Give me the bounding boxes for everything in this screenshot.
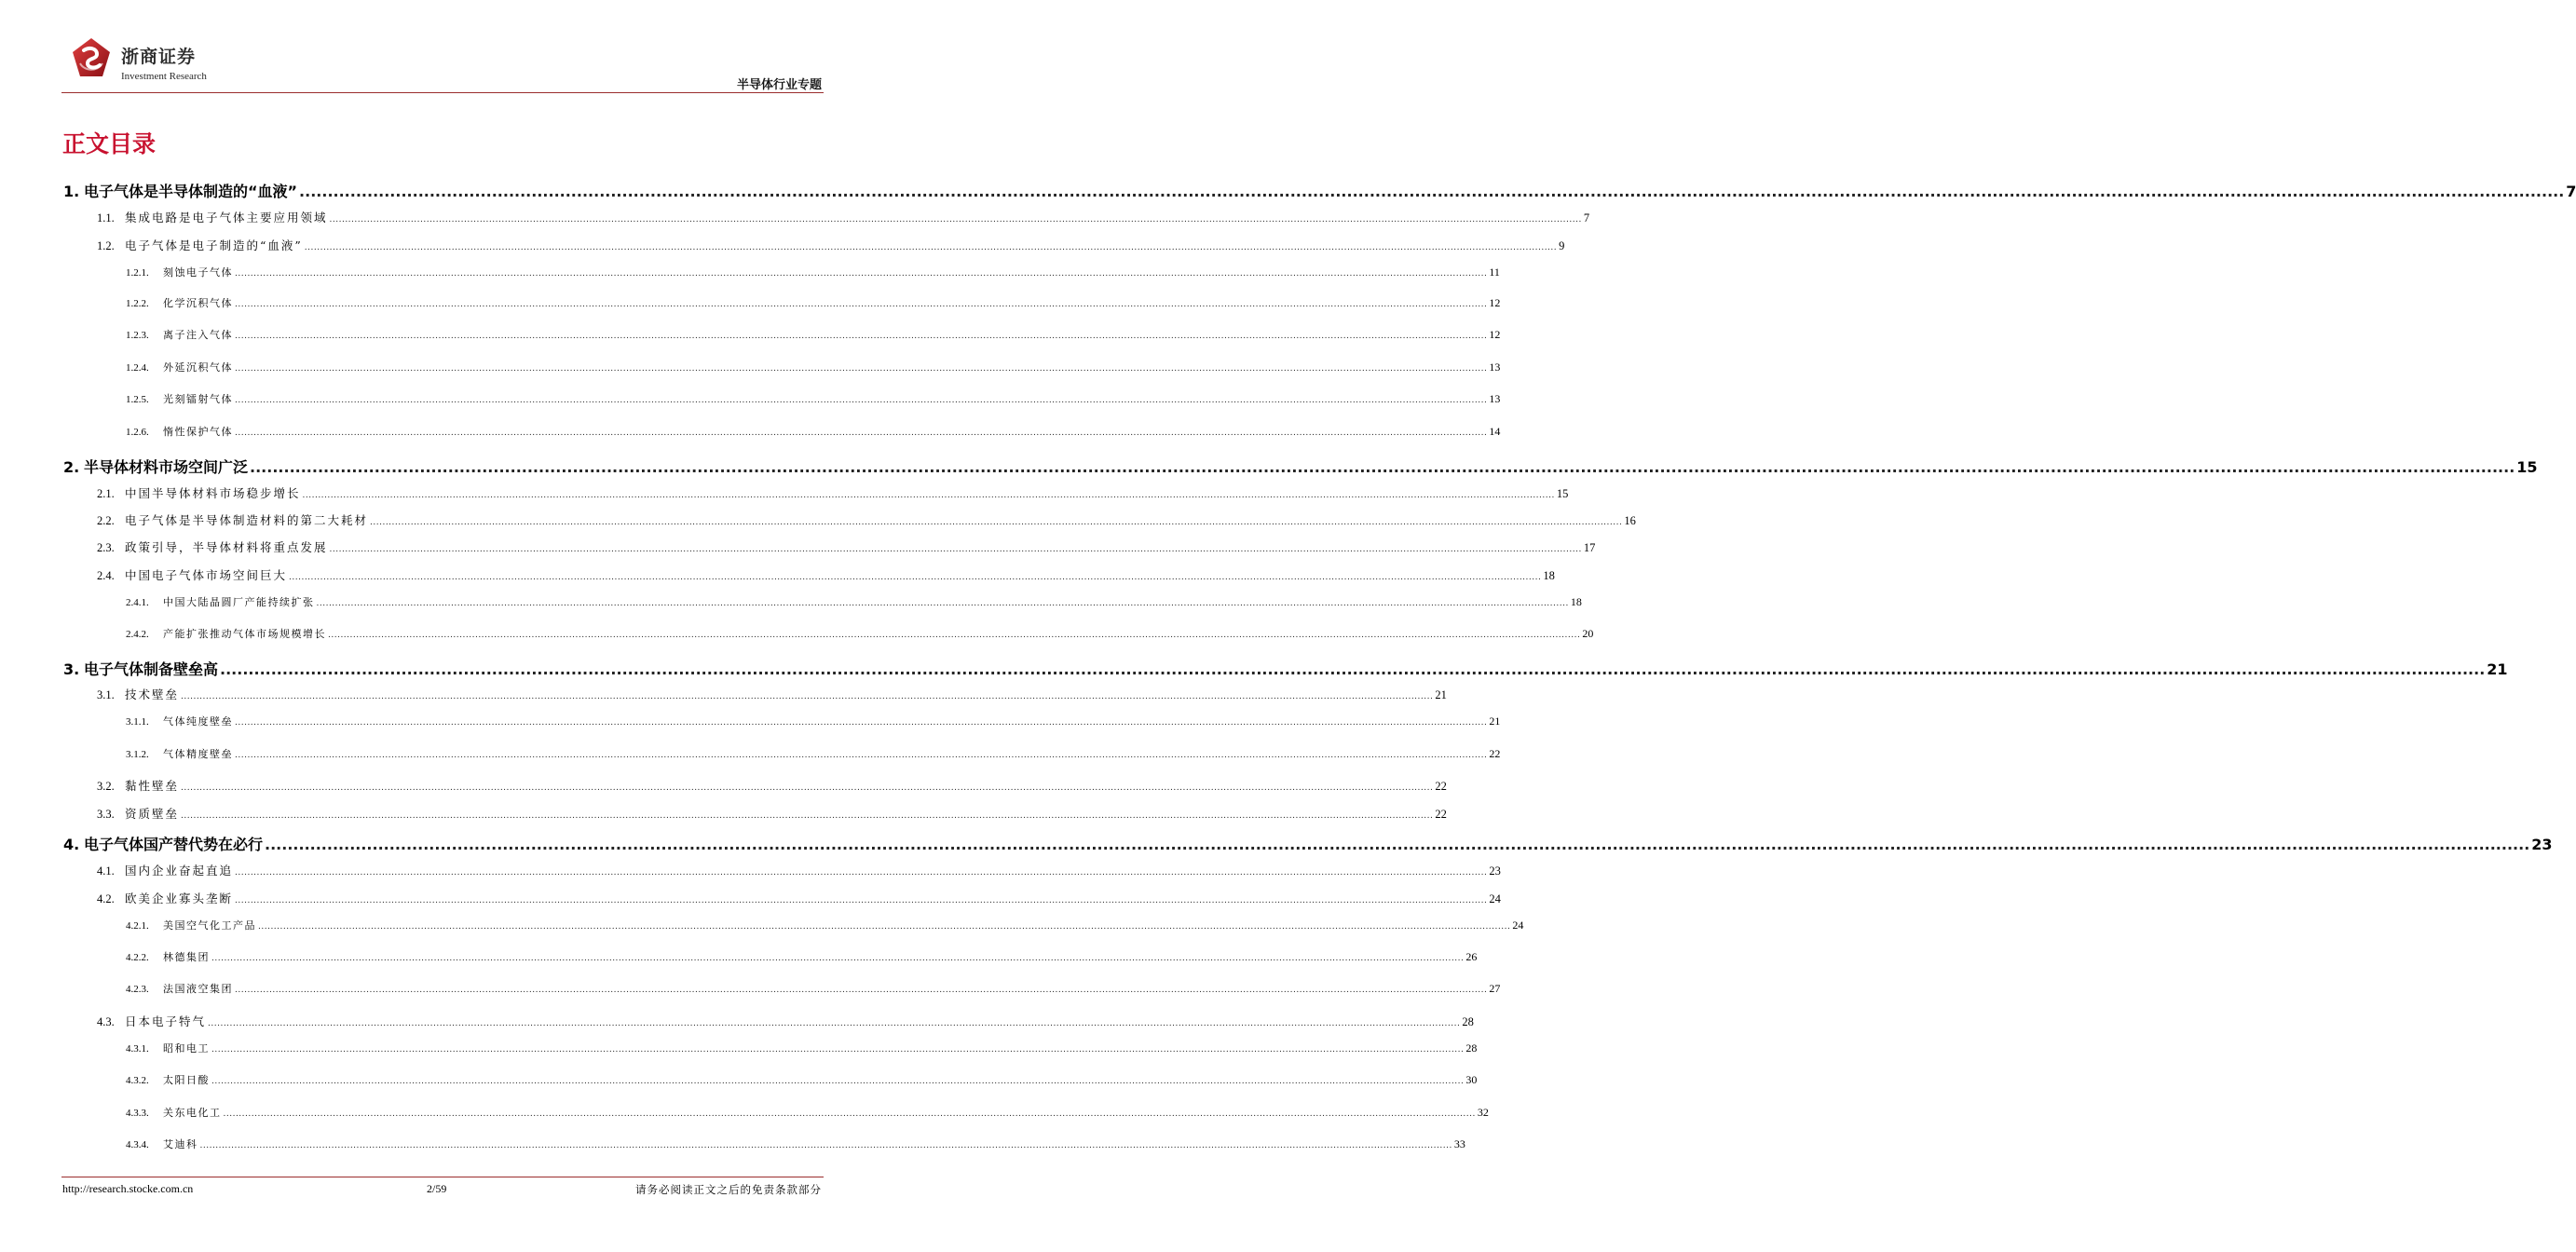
- toc-dot-leader: ................................................................................................................................................................................................................................................................................................................................................................................................................: [220, 660, 2486, 678]
- toc-dot-leader: ................................................................................................................................................................................................................................................................................................................................................................................................................: [235, 300, 1488, 309]
- toc-entry-number: 1.2.1.: [126, 267, 149, 279]
- toc-entry-title: 电子气体是电子制造的“血液”: [125, 238, 303, 252]
- toc-entry-title: 半导体材料市场空间广泛: [84, 458, 249, 476]
- toc-entry-level2[interactable]: [97, 566, 1555, 583]
- toc-entry-level2[interactable]: [97, 1013, 1474, 1029]
- toc-dot-leader: ................................................................................................................................................................................................................................................................................................................................................................................................................: [235, 396, 1488, 405]
- toc-dot-leader: ................................................................................................................................................................................................................................................................................................................................................................................................................: [181, 692, 1434, 701]
- logo-mark-icon: [69, 35, 114, 80]
- toc-dot-leader: ................................................................................................................................................................................................................................................................................................................................................................................................................: [235, 269, 1488, 279]
- toc-entry-title: 法国液空集团: [163, 983, 233, 995]
- toc-entry-page: 11: [1489, 265, 1500, 279]
- toc-entry-page: 18: [1570, 595, 1582, 608]
- toc-entry-level3[interactable]: [126, 594, 1582, 609]
- toc-entry-title: 美国空气化工产品: [163, 919, 256, 932]
- toc-entry-level2[interactable]: [97, 538, 1596, 555]
- toc-entry-title: 昭和电工: [163, 1042, 210, 1055]
- toc-entry-number: 4.3.4.: [126, 1139, 149, 1150]
- toc-dot-leader: ................................................................................................................................................................................................................................................................................................................................................................................................................: [289, 573, 1542, 582]
- toc-entry-number: 1.2.3.: [126, 330, 149, 341]
- toc-dot-leader: ................................................................................................................................................................................................................................................................................................................................................................................................................: [235, 896, 1488, 905]
- toc-entry-title: 离子注入气体: [163, 329, 233, 341]
- page-number: 2/59: [427, 1182, 447, 1195]
- toc-entry-number: 4.3.: [97, 1015, 115, 1028]
- logo-company-name: 浙商证券: [121, 47, 197, 67]
- toc-entry-title: 中国大陆晶圆厂产能持续扩张: [163, 596, 315, 608]
- toc-entry-number: 1.2.5.: [126, 394, 149, 405]
- toc-entry-number: 3.3.: [97, 808, 115, 821]
- toc-entry-number: 2.: [63, 458, 80, 476]
- toc-entry-page: 30: [1465, 1073, 1478, 1086]
- toc-entry-title: 电子气体是半导体制造的“血液”: [84, 183, 298, 200]
- toc-entry-number: 1.2.: [97, 239, 115, 252]
- toc-entry-page: 18: [1543, 569, 1555, 582]
- toc-entry-title: 欧美企业寡头垄断: [125, 891, 234, 905]
- toc-entry-number: 4.: [63, 836, 80, 853]
- toc-entry-level3[interactable]: [126, 981, 1501, 996]
- toc-dot-leader: ................................................................................................................................................................................................................................................................................................................................................................................................................: [235, 751, 1488, 760]
- toc-dot-leader: ................................................................................................................................................................................................................................................................................................................................................................................................................: [235, 332, 1488, 341]
- toc-entry-title: 黏性壁垒: [125, 779, 180, 793]
- toc-entry-number: 3.1.2.: [126, 749, 149, 760]
- toc-entry-level3[interactable]: [126, 918, 1524, 932]
- toc-entry-title: 政策引导，半导体材料将重点发展: [125, 540, 328, 554]
- toc-entry-number: 4.2.2.: [126, 952, 149, 963]
- toc-entry-title: 太阳日酸: [163, 1074, 210, 1086]
- toc-entry-page: 13: [1489, 361, 1501, 374]
- toc-entry-number: 2.4.2.: [126, 629, 149, 640]
- toc-entry-level3[interactable]: [126, 295, 1501, 310]
- toc-entry-page: 12: [1489, 328, 1501, 341]
- toc-entry-level2[interactable]: [97, 686, 1447, 702]
- toc-entry-level3[interactable]: [126, 746, 1501, 761]
- toc-dot-leader: ................................................................................................................................................................................................................................................................................................................................................................................................................: [304, 243, 1558, 252]
- toc-dot-leader: ................................................................................................................................................................................................................................................................................................................................................................................................................: [235, 718, 1488, 728]
- toc-entry-page: 32: [1477, 1106, 1489, 1119]
- toc-entry-page: 20: [1582, 627, 1594, 640]
- toc-entry-number: 2.1.: [97, 487, 115, 500]
- toc-entry-level2[interactable]: [97, 862, 1501, 878]
- toc-entry-level1[interactable]: [63, 658, 2508, 679]
- toc-entry-page: 7: [2566, 183, 2576, 200]
- toc-entry-title: 气体纯度壁垒: [163, 715, 233, 728]
- toc-entry-number: 3.2.: [97, 780, 115, 793]
- toc-entry-number: 1.2.2.: [126, 298, 149, 309]
- toc-dot-leader: ................................................................................................................................................................................................................................................................................................................................................................................................................: [199, 1141, 1452, 1150]
- toc-dot-leader: ................................................................................................................................................................................................................................................................................................................................................................................................................: [208, 1019, 1461, 1028]
- toc-entry-number: 2.4.: [97, 569, 115, 582]
- toc-entry-number: 1.: [63, 183, 80, 200]
- toc-entry-level3[interactable]: [126, 360, 1501, 374]
- footer-disclaimer: 请务必阅读正文之后的免责条款部分: [635, 1183, 822, 1196]
- toc-dot-leader: ................................................................................................................................................................................................................................................................................................................................................................................................................: [223, 1109, 1476, 1119]
- toc-entry-number: 1.1.: [97, 211, 115, 225]
- toc-entry-number: 4.2.: [97, 892, 115, 905]
- toc-entry-level3[interactable]: [126, 391, 1501, 406]
- toc-entry-number: 2.3.: [97, 541, 115, 554]
- toc-entry-level3[interactable]: [126, 424, 1501, 439]
- toc-entry-level2[interactable]: [97, 805, 1447, 822]
- toc-entry-title: 日本电子特气: [125, 1014, 207, 1028]
- toc-entry-title: 电子气体是半导体制造材料的第二大耗材: [125, 513, 369, 527]
- toc-entry-title: 产能扩张推动气体市场规模增长: [163, 628, 326, 640]
- footer-url[interactable]: http://research.stocke.com.cn: [62, 1182, 194, 1195]
- toc-entry-level1[interactable]: [63, 456, 2538, 477]
- toc-entry-level2[interactable]: [97, 511, 1636, 528]
- toc-entry-page: 21: [1435, 688, 1447, 701]
- toc-dot-leader: ................................................................................................................................................................................................................................................................................................................................................................................................................: [258, 922, 1511, 932]
- toc-entry-title: 国内企业奋起直追: [125, 864, 234, 878]
- report-type: 半导体行业专题: [736, 78, 822, 92]
- toc-entry-level2[interactable]: [97, 237, 1565, 253]
- toc-dot-leader: ................................................................................................................................................................................................................................................................................................................................................................................................................: [329, 215, 1582, 225]
- toc-entry-number: 1.2.6.: [126, 427, 149, 438]
- toc-dot-leader: ................................................................................................................................................................................................................................................................................................................................................................................................................: [181, 783, 1434, 793]
- toc-entry-page: 22: [1435, 780, 1447, 793]
- toc-entry-page: 22: [1435, 808, 1447, 821]
- toc-entry-number: 4.2.1.: [126, 920, 149, 932]
- toc-entry-page: 15: [2516, 458, 2538, 476]
- toc-entry-number: 3.: [63, 660, 80, 678]
- toc-dot-leader: ................................................................................................................................................................................................................................................................................................................................................................................................................: [211, 1045, 1465, 1055]
- toc-entry-page: 12: [1489, 296, 1501, 309]
- toc-entry-title: 技术壁垒: [125, 687, 180, 701]
- company-logo: [61, 35, 211, 91]
- toc-entry-page: 15: [1556, 487, 1569, 500]
- toc-entry-title: 集成电路是电子气体主要应用领域: [125, 211, 328, 225]
- toc-entry-title: 关东电化工: [163, 1107, 222, 1119]
- toc-entry-page: 14: [1489, 425, 1501, 438]
- toc-entry-number: 4.3.2.: [126, 1075, 149, 1086]
- toc-entry-number: 3.1.1.: [126, 716, 149, 728]
- toc-entry-number: 2.2.: [97, 514, 115, 527]
- toc-dot-leader: ................................................................................................................................................................................................................................................................................................................................................................................................................: [265, 836, 2530, 853]
- toc-entry-title: 林德集团: [163, 951, 210, 963]
- toc-entry-page: 7: [1583, 211, 1590, 225]
- toc-entry-number: 4.3.3.: [126, 1108, 149, 1119]
- toc-entry-level3[interactable]: [126, 626, 1594, 641]
- toc-entry-number: 4.1.: [97, 864, 115, 878]
- toc-entry-page: 21: [1489, 714, 1501, 728]
- toc-entry-title: 电子气体国产替代势在必行: [84, 836, 264, 853]
- toc-entry-page: 28: [1465, 1041, 1478, 1055]
- toc-dot-leader: ................................................................................................................................................................................................................................................................................................................................................................................................................: [235, 868, 1488, 878]
- toc-entry-level2[interactable]: [97, 777, 1447, 794]
- toc-entry-title: 光刻镭射气体: [163, 393, 233, 405]
- toc-entry-number: 2.4.1.: [126, 597, 149, 608]
- toc-entry-level2[interactable]: [97, 484, 1569, 501]
- toc-dot-leader: ................................................................................................................................................................................................................................................................................................................................................................................................................: [328, 631, 1581, 640]
- toc-entry-page: 23: [2531, 836, 2553, 853]
- toc-dot-leader: ................................................................................................................................................................................................................................................................................................................................................................................................................: [235, 364, 1488, 374]
- toc-entry-title: 气体精度壁垒: [163, 748, 233, 760]
- toc-title: 正文目录: [62, 130, 157, 157]
- toc-entry-page: 27: [1489, 982, 1501, 995]
- toc-dot-leader: ................................................................................................................................................................................................................................................................................................................................................................................................................: [299, 183, 2565, 200]
- toc-entry-level2[interactable]: [97, 890, 1501, 906]
- toc-entry-level3[interactable]: [126, 265, 1500, 279]
- toc-entry-page: 23: [1489, 864, 1501, 878]
- toc-entry-page: 16: [1624, 514, 1636, 527]
- toc-entry-level2[interactable]: [97, 209, 1590, 225]
- toc-entry-page: 21: [2487, 660, 2508, 678]
- toc-entry-level3[interactable]: [126, 327, 1501, 342]
- logo-english-name: Investment Research: [121, 71, 207, 82]
- toc-entry-level3[interactable]: [126, 714, 1501, 728]
- toc-entry-page: 24: [1512, 919, 1524, 932]
- toc-entry-page: 17: [1583, 541, 1596, 554]
- toc-entry-level3[interactable]: [126, 1072, 1478, 1087]
- toc-entry-number: 1.2.4.: [126, 362, 149, 374]
- toc-dot-leader: ................................................................................................................................................................................................................................................................................................................................................................................................................: [329, 545, 1582, 554]
- toc-dot-leader: ................................................................................................................................................................................................................................................................................................................................................................................................................: [235, 429, 1488, 438]
- toc-entry-title: 艾迪科: [163, 1138, 198, 1150]
- toc-entry-level3[interactable]: [126, 949, 1478, 964]
- toc-entry-level3[interactable]: [126, 1105, 1489, 1120]
- toc-entry-title: 资质壁垒: [125, 807, 180, 821]
- toc-entry-level1[interactable]: [63, 180, 2576, 201]
- toc-dot-leader: ................................................................................................................................................................................................................................................................................................................................................................................................................: [250, 458, 2515, 476]
- header-divider: [61, 92, 824, 93]
- toc-dot-leader: ................................................................................................................................................................................................................................................................................................................................................................................................................: [211, 954, 1465, 963]
- toc-entry-number: 4.3.1.: [126, 1043, 149, 1055]
- toc-entry-title: 电子气体制备壁垒高: [84, 660, 219, 678]
- toc-entry-page: 24: [1489, 892, 1501, 905]
- toc-dot-leader: ................................................................................................................................................................................................................................................................................................................................................................................................................: [316, 599, 1569, 608]
- toc-entry-level3[interactable]: [126, 1136, 1465, 1151]
- toc-entry-level1[interactable]: [63, 833, 2553, 854]
- toc-dot-leader: ................................................................................................................................................................................................................................................................................................................................................................................................................: [370, 518, 1623, 527]
- toc-dot-leader: ................................................................................................................................................................................................................................................................................................................................................................................................................: [181, 811, 1434, 821]
- toc-entry-title: 化学沉积气体: [163, 297, 233, 309]
- toc-entry-number: 3.1.: [97, 688, 115, 701]
- toc-entry-page: 28: [1462, 1015, 1474, 1028]
- toc-entry-page: 26: [1465, 950, 1478, 963]
- toc-entry-number: 4.2.3.: [126, 984, 149, 995]
- toc-entry-title: 中国电子气体市场空间巨大: [125, 568, 288, 582]
- toc-entry-title: 外延沉积气体: [163, 361, 233, 374]
- toc-entry-title: 惰性保护气体: [163, 426, 233, 438]
- toc-entry-page: 33: [1453, 1137, 1465, 1150]
- toc-entry-page: 9: [1559, 239, 1565, 252]
- toc-entry-page: 13: [1489, 392, 1501, 405]
- toc-dot-leader: ................................................................................................................................................................................................................................................................................................................................................................................................................: [235, 986, 1488, 995]
- toc-entry-title: 刻蚀电子气体: [163, 266, 233, 279]
- toc-entry-level3[interactable]: [126, 1041, 1478, 1055]
- toc-dot-leader: ................................................................................................................................................................................................................................................................................................................................................................................................................: [302, 491, 1555, 500]
- toc-entry-title: 中国半导体材料市场稳步增长: [125, 486, 301, 500]
- toc-dot-leader: ................................................................................................................................................................................................................................................................................................................................................................................................................: [211, 1077, 1465, 1086]
- toc-entry-page: 22: [1489, 747, 1501, 760]
